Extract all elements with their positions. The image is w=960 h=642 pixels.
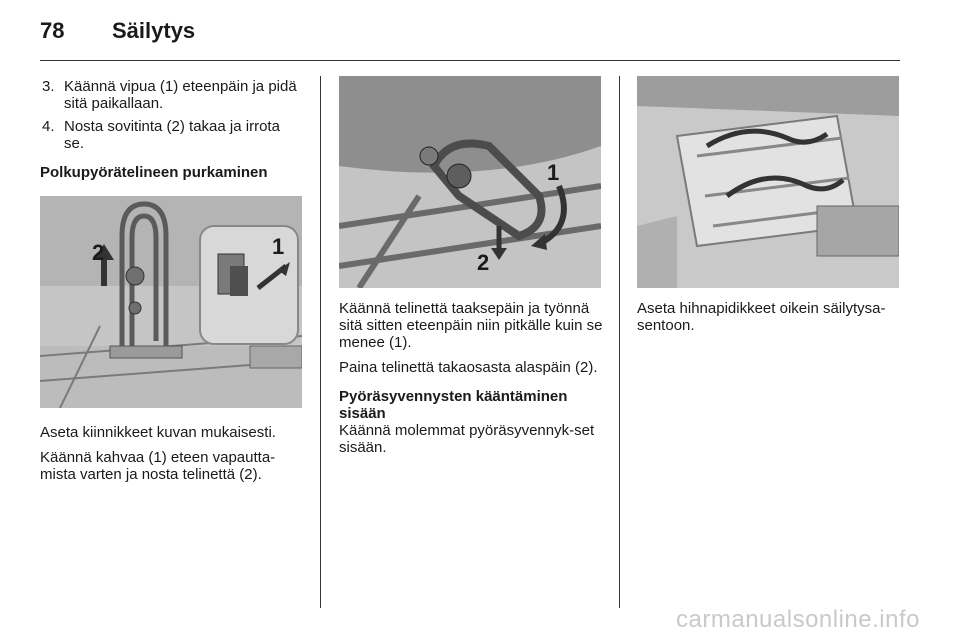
- column-divider-1: [320, 76, 321, 608]
- step-number: 4.: [42, 118, 55, 135]
- figure-label-1: 1: [272, 234, 285, 259]
- figure-label-1: 1: [547, 160, 560, 185]
- paragraph: Käännä kahvaa (1) eteen vapautta-mista varten ja nosta telinettä (2).: [40, 449, 276, 483]
- figure-label-2: 2: [477, 250, 490, 275]
- figure-bike-rack-removal: [40, 196, 302, 408]
- paragraph: Paina telinettä takaosasta alaspäin (2).: [339, 359, 598, 376]
- watermark: carmanualsonline.info: [676, 606, 920, 633]
- column-3-text: [637, 300, 907, 342]
- figure-strap-holders: [637, 76, 899, 288]
- page-number: 78: [40, 18, 65, 43]
- page-title: Säilytys: [112, 18, 196, 43]
- column-1: [40, 78, 302, 181]
- header-rule: [40, 60, 900, 61]
- step-text: Nosta sovitinta (2) takaa ja irrota se.: [64, 118, 280, 152]
- column-divider-2: [619, 76, 620, 608]
- paragraph: Käännä telinettä taaksepäin ja työnnä sitä sitten eteenpäin niin pitkälle kuin se menee (1).: [339, 300, 603, 351]
- paragraph: Aseta hihnapidikkeet oikein säilytysa-sentoon.: [637, 300, 886, 334]
- step-text: Käännä vipua (1) eteenpäin ja pidä sitä paikallaan.: [64, 78, 297, 112]
- figure-label-2: 2: [92, 240, 105, 265]
- column-1-lower: [40, 424, 310, 491]
- figure-rack-tilt: [339, 76, 601, 288]
- step-number: 3.: [42, 78, 55, 95]
- paragraph: Aseta kiinnikkeet kuvan mukaisesti.: [40, 424, 276, 441]
- section-heading-removal: Polkupyörätelineen purkaminen: [40, 164, 268, 181]
- page-header: [40, 18, 195, 44]
- step-4: [40, 118, 302, 152]
- paragraph: Käännä molemmat pyöräsyvennyk-set sisään.: [339, 422, 595, 456]
- section-heading-wheel-trays: Pyöräsyvennysten kääntäminen sisään: [339, 388, 568, 422]
- column-2-text: [339, 300, 607, 464]
- step-3: [40, 78, 302, 112]
